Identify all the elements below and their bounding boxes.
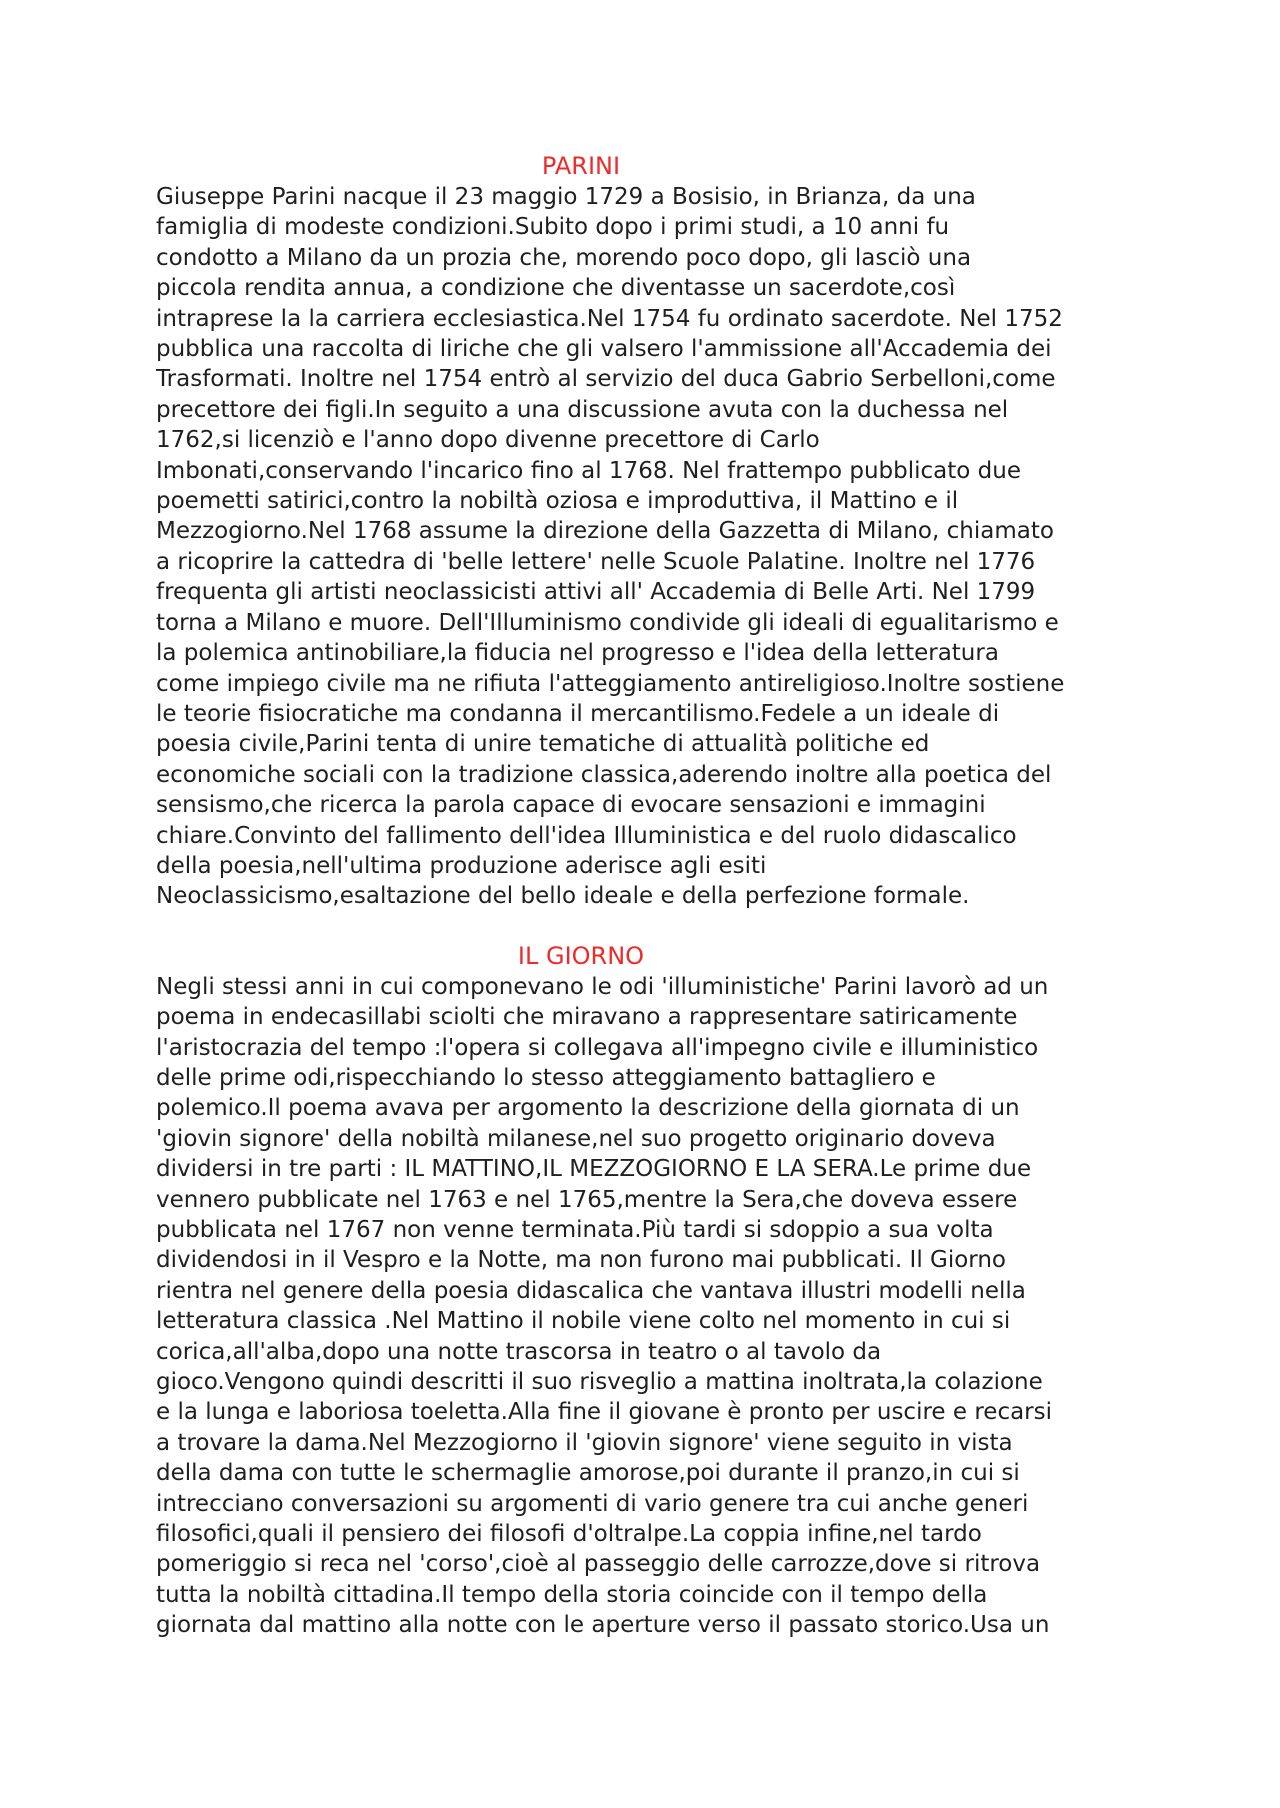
text-line: l'aristocrazia del tempo :l'opera si collegava all'impegno civile e illuministico — [156, 1034, 1039, 1061]
text-line: frequenta gli artisti neoclassicisti attivi all' Accademia di Belle Arti. Nel 1799 — [156, 579, 1036, 606]
text-line: condotto a Milano da un prozia che, morendo poco dopo, gli lasciò una — [156, 244, 972, 271]
text-line: pubblicata nel 1767 non venne terminata.Più tardi si sdoppio a sua volta — [156, 1217, 994, 1243]
text-line: poemetti satirici,contro la nobiltà oziosa e improduttiva, il Mattino e il — [156, 488, 959, 515]
text-line: a ricoprire la cattedra di 'belle lettere' nelle Scuole Palatine. Inoltre nel 1776 — [156, 548, 1036, 575]
text-line: chiare.Convinto del fallimento dell'idea Illuministica e del ruolo didascalico — [156, 822, 1017, 849]
text-line: sensismo,che ricerca la parola capace di evocare sensazioni e immagini — [156, 792, 986, 819]
text-line: torna a Milano e muore. Dell'Illuminismo condivide gli ideali di egualitarismo e — [156, 609, 1059, 636]
text-line: intraprese la la carriera ecclesiastica.Nel 1754 fu ordinato sacerdote. Nel 1752 — [156, 305, 1063, 332]
text-line: polemico.Il poema avava per argomento la descrizione della giornata di un — [156, 1095, 1020, 1122]
text-line: poesia civile,Parini tenta di unire tematiche di attualità politiche ed — [156, 731, 930, 758]
text-line: della poesia,nell'ultima produzione aderisce agli esiti — [156, 852, 767, 879]
paragraph-il-giorno — [156, 972, 1136, 1641]
text-line: a trovare la dama.Nel Mezzogiorno il 'giovin signore' viene seguito in vista — [156, 1429, 1013, 1456]
text-line: intrecciano conversazioni su argomenti di vario genere tra cui anche generi — [156, 1490, 1029, 1517]
text-line: pomeriggio si reca nel 'corso',cioè al passeggio delle carrozze,dove si ritrova — [156, 1551, 1041, 1578]
text-line: la polemica antinobiliare,la fiducia nel progresso e l'idea della letteratura — [156, 640, 999, 667]
text-line: rientra nel genere della poesia didascalica che vantava illustri modelli nella — [156, 1277, 1026, 1304]
document-body — [156, 150, 1136, 1641]
text-line: dividendosi in il Vespro e la Notte, ma non furono mai pubblicati. Il Giorno — [156, 1247, 1007, 1274]
section-title-il-giorno: IL GIORNO — [517, 941, 645, 970]
text-line: Trasformati. Inoltre nel 1754 entrò al servizio del duca Gabrio Serbelloni,come — [156, 366, 1056, 393]
text-line: dividersi in tre parti : IL MATTINO,IL MEZZOGIORNO E LA SERA.Le prime due — [156, 1156, 1032, 1183]
text-line: poema in endecasillabi sciolti che miravano a rappresentare satiricamente — [156, 1004, 1018, 1031]
section-parini — [156, 150, 1136, 912]
text-line: Negli stessi anni in cui componevano le odi 'illuministiche' Parini lavorò ad un — [156, 973, 1049, 1000]
text-line: Neoclassicismo,esaltazione del bello ideale e della perfezione formale. — [156, 883, 970, 910]
text-line: e la lunga e laboriosa toeletta.Alla fine il giovane è pronto per uscire e recarsi — [156, 1399, 1053, 1426]
text-line: pubblica una raccolta di liriche che gli valsero l'ammissione all'Accademia dei — [156, 336, 1052, 363]
section-spacer — [156, 912, 1136, 940]
text-line: letteratura classica .Nel Mattino il nobile viene colto nel momento in cui si — [156, 1308, 1011, 1335]
text-line: vennero pubblicate nel 1763 e nel 1765,mentre la Sera,che doveva essere — [156, 1186, 1018, 1213]
text-line: famiglia di modeste condizioni.Subito dopo i primi studi, a 10 anni fu — [156, 214, 950, 241]
text-line: della dama con tutte le schermaglie amorose,poi durante il pranzo,in cui si — [156, 1460, 1020, 1487]
text-line: delle prime odi,rispecchiando lo stesso atteggiamento battagliero e — [156, 1064, 936, 1091]
section-title-parini: PARINI — [541, 152, 621, 180]
text-line: piccola rendita annua, a condizione che diventasse un sacerdote,così — [156, 275, 956, 302]
text-line: Giuseppe Parini nacque il 23 maggio 1729 a Bosisio, in Brianza, da una — [156, 184, 976, 210]
text-line: le teorie fisiocratiche ma condanna il mercantilismo.Fedele a un ideale di — [156, 700, 1000, 727]
text-line: precettore dei figli.In seguito a una discussione avuta con la duchessa nel — [156, 396, 1009, 423]
text-line: corica,all'alba,dopo una notte trascorsa in teatro o al tavolo da — [156, 1338, 882, 1365]
text-line: giornata dal mattino alla notte con le aperture verso il passato storico.Usa un — [156, 1612, 1050, 1639]
text-line: Imbonati,conservando l'incarico fino al 1768. Nel frattempo pubblicato due — [156, 457, 1021, 484]
text-line: Mezzogiorno.Nel 1768 assume la direzione della Gazzetta di Milano, chiamato — [156, 518, 1054, 545]
text-line: gioco.Vengono quindi descritti il suo risveglio a mattina inoltrata,la colazione — [156, 1369, 1043, 1396]
text-line: come impiego civile ma ne rifiuta l'atteggiamento antireligioso.Inoltre sostiene — [156, 670, 1065, 697]
text-line: tutta la nobiltà cittadina.Il tempo della storia coincide con il tempo della — [156, 1581, 988, 1608]
text-line: filosofici,quali il pensiero dei filosofi d'oltralpe.La coppia infine,nel tardo — [156, 1521, 982, 1548]
text-line: 'giovin signore' della nobiltà milanese,nel suo progetto originario doveva — [156, 1125, 996, 1152]
text-line: 1762,si licenziò e l'anno dopo divenne precettore di Carlo — [156, 427, 820, 454]
paragraph-parini — [156, 182, 1136, 912]
section-il-giorno — [156, 940, 1136, 1641]
text-line: economiche sociali con la tradizione classica,aderendo inoltre alla poetica del — [156, 761, 1052, 788]
